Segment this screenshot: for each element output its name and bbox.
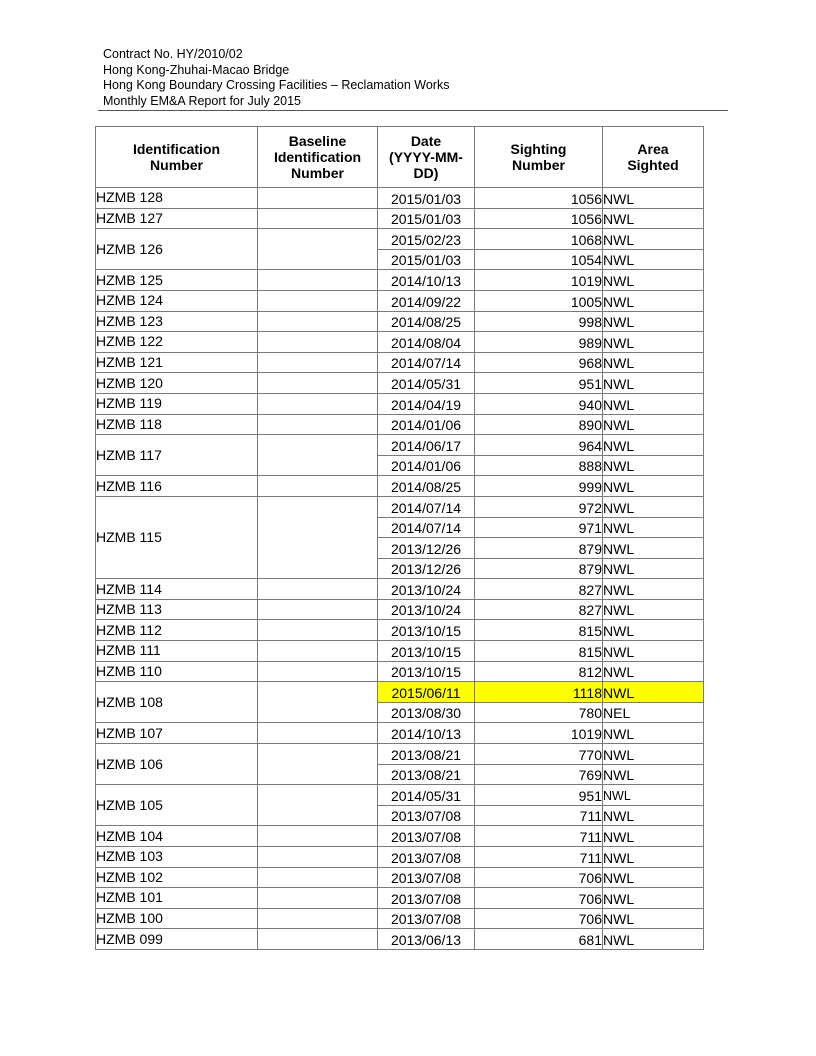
sighting-number-cell: 812 [475, 661, 603, 682]
baseline-identification-cell [258, 641, 378, 662]
date-cell: 2015/02/23 [378, 229, 475, 250]
sighting-number-cell: 1056 [475, 188, 603, 209]
date-cell: 2013/10/24 [378, 579, 475, 600]
area-sighted-cell: NWL [603, 744, 704, 765]
identification-number-cell: HZMB 100 [96, 908, 258, 929]
sighting-number-cell: 815 [475, 620, 603, 641]
table-row [96, 311, 704, 332]
area-sighted-cell: NWL [603, 352, 704, 373]
baseline-identification-cell [258, 867, 378, 888]
table-row [96, 867, 704, 888]
table-row [96, 599, 704, 620]
date-cell: 2013/07/08 [378, 847, 475, 868]
identification-number-cell: HZMB 126 [96, 229, 258, 270]
sighting-number-cell: 972 [475, 496, 603, 517]
area-sighted-cell: NWL [603, 888, 704, 909]
table-row [96, 908, 704, 929]
date-cell: 2014/07/14 [378, 352, 475, 373]
sighting-number-cell: 879 [475, 538, 603, 559]
date-cell: 2013/10/24 [378, 599, 475, 620]
table-row [96, 229, 704, 250]
baseline-identification-cell [258, 826, 378, 847]
identification-number-cell: HZMB 101 [96, 888, 258, 909]
date-cell: 2014/01/06 [378, 414, 475, 435]
baseline-identification-cell [258, 352, 378, 373]
sighting-number-cell: 1118 [475, 682, 603, 703]
date-cell: 2014/08/25 [378, 476, 475, 497]
table-row [96, 188, 704, 209]
date-cell: 2014/10/13 [378, 723, 475, 744]
identification-number-cell: HZMB 105 [96, 785, 258, 826]
date-cell: 2014/10/13 [378, 270, 475, 291]
identification-number-cell: HZMB 120 [96, 373, 258, 394]
table-row [96, 290, 704, 311]
table-row [96, 208, 704, 229]
table-row [96, 393, 704, 414]
sighting-number-cell: 888 [475, 455, 603, 476]
area-sighted-cell: NWL [603, 476, 704, 497]
table-row [96, 270, 704, 291]
area-sighted-cell: NWL [603, 682, 704, 703]
baseline-identification-cell [258, 620, 378, 641]
table-row [96, 785, 704, 806]
dolphin-sighting-table [95, 126, 704, 950]
table-row [96, 929, 704, 950]
table-row [96, 373, 704, 394]
sighting-number-cell: 940 [475, 393, 603, 414]
identification-number-cell: HZMB 099 [96, 929, 258, 950]
sighting-number-cell: 1005 [475, 290, 603, 311]
area-sighted-cell: NWL [603, 517, 704, 538]
table-row [96, 496, 704, 517]
table-row [96, 332, 704, 353]
date-cell: 2013/06/13 [378, 929, 475, 950]
baseline-identification-cell [258, 723, 378, 744]
sighting-number-cell: 951 [475, 373, 603, 394]
sighting-number-cell: 890 [475, 414, 603, 435]
area-sighted-cell: NWL [603, 847, 704, 868]
table-row [96, 476, 704, 497]
identification-number-cell: HZMB 102 [96, 867, 258, 888]
table-row [96, 723, 704, 744]
identification-number-cell: HZMB 103 [96, 847, 258, 868]
area-sighted-cell: NWL [603, 455, 704, 476]
identification-number-cell: HZMB 128 [96, 188, 258, 209]
identification-number-cell: HZMB 124 [96, 290, 258, 311]
baseline-identification-cell [258, 208, 378, 229]
area-sighted-cell: NWL [603, 929, 704, 950]
sighting-number-cell: 711 [475, 847, 603, 868]
sighting-number-cell: 971 [475, 517, 603, 538]
date-cell: 2013/08/30 [378, 702, 475, 723]
sighting-number-cell: 711 [475, 826, 603, 847]
area-sighted-cell: NWL [603, 661, 704, 682]
date-cell: 2015/01/03 [378, 249, 475, 270]
date-cell: 2013/12/26 [378, 538, 475, 559]
identification-number-cell: HZMB 113 [96, 599, 258, 620]
sighting-number-cell: 1019 [475, 270, 603, 291]
date-cell: 2014/09/22 [378, 290, 475, 311]
table-row [96, 661, 704, 682]
sighting-number-cell: 1019 [475, 723, 603, 744]
col-header-date: Date (YYYY-MM-DD) [378, 127, 475, 188]
baseline-identification-cell [258, 847, 378, 868]
date-cell: 2014/06/17 [378, 435, 475, 456]
area-sighted-cell: NWL [603, 599, 704, 620]
sighting-number-cell: 999 [475, 476, 603, 497]
identification-number-cell: HZMB 116 [96, 476, 258, 497]
date-cell: 2013/07/08 [378, 888, 475, 909]
date-cell: 2013/07/08 [378, 826, 475, 847]
date-cell: 2013/10/15 [378, 620, 475, 641]
sighting-number-cell: 711 [475, 805, 603, 826]
sighting-number-cell: 827 [475, 579, 603, 600]
area-sighted-cell: NWL [603, 764, 704, 785]
baseline-identification-cell [258, 929, 378, 950]
baseline-identification-cell [258, 393, 378, 414]
baseline-identification-cell [258, 414, 378, 435]
sighting-number-cell: 706 [475, 867, 603, 888]
sighting-number-cell: 770 [475, 744, 603, 765]
col-header-area-sighted: Area Sighted [603, 127, 704, 188]
area-sighted-cell: NWL [603, 229, 704, 250]
sighting-number-cell: 964 [475, 435, 603, 456]
header-project-name: Hong Kong-Zhuhai-Macao Bridge [103, 62, 290, 77]
header-facility-name: Hong Kong Boundary Crossing Facilities – Reclamation Works [103, 78, 450, 92]
baseline-identification-cell [258, 435, 378, 476]
sighting-number-cell: 706 [475, 908, 603, 929]
area-sighted-cell: NWL [603, 393, 704, 414]
identification-number-cell: HZMB 122 [96, 332, 258, 353]
baseline-identification-cell [258, 476, 378, 497]
col-header-identification-number: Identification Number [96, 127, 258, 188]
baseline-identification-cell [258, 579, 378, 600]
date-cell: 2014/01/06 [378, 455, 475, 476]
sighting-number-cell: 1068 [475, 229, 603, 250]
identification-number-cell: HZMB 115 [96, 496, 258, 578]
identification-number-cell: HZMB 110 [96, 661, 258, 682]
area-sighted-cell: NWL [603, 270, 704, 291]
date-cell: 2013/07/08 [378, 908, 475, 929]
baseline-identification-cell [258, 373, 378, 394]
baseline-identification-cell [258, 332, 378, 353]
sighting-number-cell: 706 [475, 888, 603, 909]
area-sighted-cell: NWL [603, 538, 704, 559]
sighting-number-cell: 998 [475, 311, 603, 332]
date-cell: 2013/07/08 [378, 867, 475, 888]
area-sighted-cell: NWL [603, 311, 704, 332]
col-header-sighting-number: Sighting Number [475, 127, 603, 188]
area-sighted-cell: NWL [603, 785, 704, 806]
identification-number-cell: HZMB 119 [96, 393, 258, 414]
identification-number-cell: HZMB 123 [96, 311, 258, 332]
identification-number-cell: HZMB 106 [96, 744, 258, 785]
baseline-identification-cell [258, 496, 378, 578]
table-row [96, 352, 704, 373]
identification-number-cell: HZMB 104 [96, 826, 258, 847]
date-cell: 2014/05/31 [378, 785, 475, 806]
sighting-number-cell: 827 [475, 599, 603, 620]
baseline-identification-cell [258, 888, 378, 909]
table-row [96, 826, 704, 847]
table-row [96, 620, 704, 641]
header-contract-no: Contract No. HY/2010/02 [103, 47, 243, 61]
baseline-identification-cell [258, 785, 378, 826]
table-row [96, 579, 704, 600]
table-row [96, 847, 704, 868]
area-sighted-cell: NEL [603, 702, 704, 723]
sighting-number-cell: 879 [475, 558, 603, 579]
area-sighted-cell: NWL [603, 908, 704, 929]
area-sighted-cell: NWL [603, 188, 704, 209]
area-sighted-cell: NWL [603, 579, 704, 600]
document-header [103, 47, 449, 109]
area-sighted-cell: NWL [603, 332, 704, 353]
date-cell: 2014/07/14 [378, 496, 475, 517]
baseline-identification-cell [258, 908, 378, 929]
date-cell: 2014/08/25 [378, 311, 475, 332]
identification-number-cell: HZMB 107 [96, 723, 258, 744]
table-header-row [96, 127, 704, 188]
identification-number-cell: HZMB 117 [96, 435, 258, 476]
table-row [96, 641, 704, 662]
table-row [96, 414, 704, 435]
table-row [96, 682, 704, 703]
area-sighted-cell: NWL [603, 290, 704, 311]
identification-number-cell: HZMB 112 [96, 620, 258, 641]
date-cell: 2013/08/21 [378, 744, 475, 765]
baseline-identification-cell [258, 744, 378, 785]
date-cell: 2013/12/26 [378, 558, 475, 579]
date-cell: 2013/07/08 [378, 805, 475, 826]
area-sighted-cell: NWL [603, 496, 704, 517]
sighting-number-cell: 968 [475, 352, 603, 373]
identification-number-cell: HZMB 127 [96, 208, 258, 229]
baseline-identification-cell [258, 188, 378, 209]
date-cell: 2013/08/21 [378, 764, 475, 785]
date-cell: 2014/08/04 [378, 332, 475, 353]
date-cell: 2013/10/15 [378, 661, 475, 682]
identification-number-cell: HZMB 111 [96, 641, 258, 662]
identification-number-cell: HZMB 108 [96, 682, 258, 723]
sighting-number-cell: 815 [475, 641, 603, 662]
sighting-number-cell: 1056 [475, 208, 603, 229]
baseline-identification-cell [258, 290, 378, 311]
area-sighted-cell: NWL [603, 435, 704, 456]
area-sighted-cell: NWL [603, 373, 704, 394]
area-sighted-cell: NWL [603, 249, 704, 270]
area-sighted-cell: NWL [603, 208, 704, 229]
area-sighted-cell: NWL [603, 641, 704, 662]
area-sighted-cell: NWL [603, 723, 704, 744]
table-body [96, 188, 704, 950]
date-cell: 2015/01/03 [378, 208, 475, 229]
col-header-baseline-identification-number: Baseline Identification Number [258, 127, 378, 188]
sighting-number-cell: 780 [475, 702, 603, 723]
identification-number-cell: HZMB 114 [96, 579, 258, 600]
area-sighted-cell: NWL [603, 826, 704, 847]
baseline-identification-cell [258, 311, 378, 332]
area-sighted-cell: NWL [603, 867, 704, 888]
area-sighted-cell: NWL [603, 620, 704, 641]
area-sighted-cell: NWL [603, 558, 704, 579]
date-cell: 2015/06/11 [378, 682, 475, 703]
date-cell: 2015/01/03 [378, 188, 475, 209]
identification-number-cell: HZMB 118 [96, 414, 258, 435]
sighting-number-cell: 769 [475, 764, 603, 785]
identification-number-cell: HZMB 121 [96, 352, 258, 373]
header-rule [98, 110, 728, 111]
table-row [96, 888, 704, 909]
date-cell: 2014/05/31 [378, 373, 475, 394]
identification-number-cell: HZMB 125 [96, 270, 258, 291]
date-cell: 2014/04/19 [378, 393, 475, 414]
sighting-number-cell: 951 [475, 785, 603, 806]
baseline-identification-cell [258, 270, 378, 291]
table-row [96, 435, 704, 456]
area-sighted-cell: NWL [603, 414, 704, 435]
sighting-number-cell: 1054 [475, 249, 603, 270]
sighting-number-cell: 989 [475, 332, 603, 353]
area-sighted-cell: NWL [603, 805, 704, 826]
date-cell: 2014/07/14 [378, 517, 475, 538]
baseline-identification-cell [258, 661, 378, 682]
header-report-title: Monthly EM&A Report for July 2015 [103, 93, 302, 108]
baseline-identification-cell [258, 682, 378, 723]
baseline-identification-cell [258, 599, 378, 620]
sighting-number-cell: 681 [475, 929, 603, 950]
table-row [96, 744, 704, 765]
date-cell: 2013/10/15 [378, 641, 475, 662]
baseline-identification-cell [258, 229, 378, 270]
